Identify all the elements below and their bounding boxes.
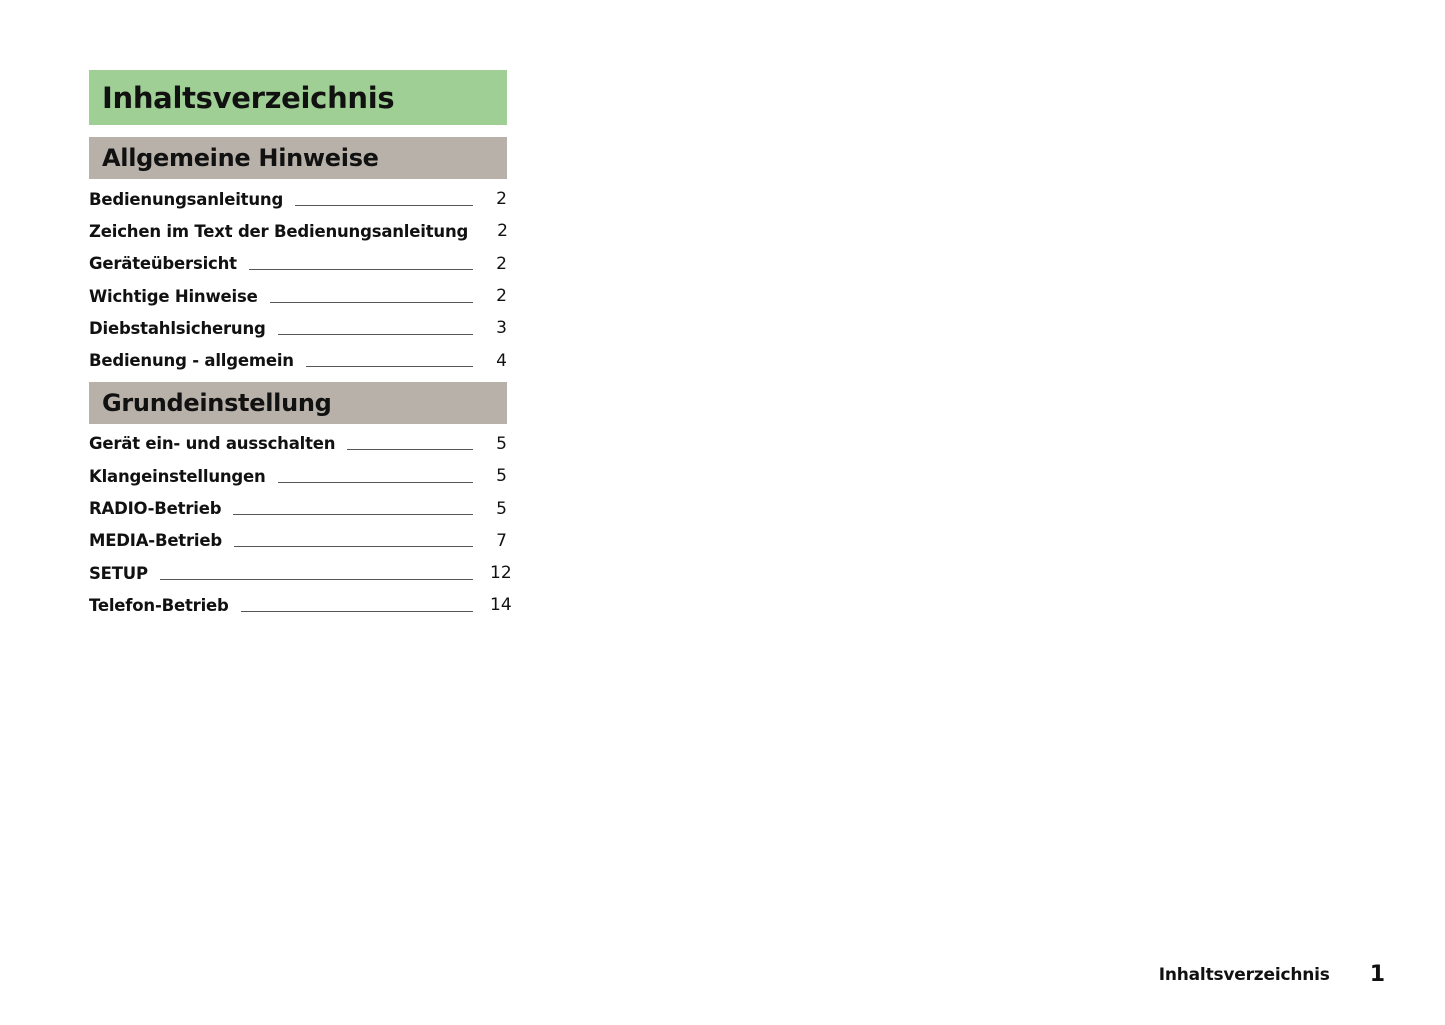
toc-entry-leader-line <box>249 269 473 270</box>
toc-entry-page: 2 <box>496 189 507 210</box>
toc-entry-leader-line <box>295 205 473 206</box>
toc-entry-label: Bedienungsanleitung <box>89 189 284 209</box>
toc-entry-page: 5 <box>496 498 507 519</box>
toc-title: Inhaltsverzeichnis <box>89 70 507 125</box>
toc-entry-label: Diebstahlsicherung <box>89 318 266 338</box>
footer-title: Inhaltsverzeichnis <box>1158 964 1330 985</box>
toc-entry[interactable] <box>89 312 507 344</box>
toc-entry-label: Geräteübersicht <box>89 254 237 274</box>
toc-entry[interactable] <box>89 525 507 557</box>
section-entries-grundeinstellung <box>89 428 512 622</box>
toc-entry-leader-line <box>270 302 473 303</box>
toc-entry-label: SETUP <box>89 563 148 583</box>
toc-entry-label: Telefon-Betrieb <box>89 595 229 615</box>
toc-entry[interactable] <box>89 460 507 492</box>
toc-entry[interactable] <box>89 589 512 621</box>
section-entries-allgemeine-hinweise <box>89 183 507 377</box>
toc-entry[interactable] <box>89 557 512 589</box>
toc-entry-leader-line <box>234 546 473 547</box>
toc-entry[interactable] <box>89 280 507 312</box>
toc-entry-leader-line <box>233 514 473 515</box>
toc-entry[interactable] <box>89 428 507 460</box>
toc-entry-label: Bedienung - allgemein <box>89 351 294 371</box>
toc-entry-page: 3 <box>496 318 507 339</box>
toc-entry-page: 2 <box>496 253 507 274</box>
toc-entry[interactable] <box>89 492 507 524</box>
toc-entry-label: Zeichen im Text der Bedienungsanleitung <box>89 221 469 241</box>
toc-entry-page: 2 <box>497 221 508 242</box>
toc-entry-page: 2 <box>496 286 507 307</box>
toc-entry-label: Gerät ein- und ausschalten <box>89 434 336 454</box>
toc-entry[interactable] <box>89 215 507 247</box>
toc-entry-page: 4 <box>496 350 507 371</box>
toc-entry[interactable] <box>89 183 507 215</box>
toc-entry-leader-line <box>347 449 473 450</box>
toc-entry-page: 12 <box>490 563 512 584</box>
toc-entry-page: 5 <box>496 433 507 454</box>
toc-entry-leader-line <box>306 366 473 367</box>
toc-entry-page: 7 <box>496 530 507 551</box>
toc-entry-label: MEDIA-Betrieb <box>89 531 222 551</box>
toc-entry-leader-line <box>160 579 473 580</box>
section-heading-grundeinstellung: Grundeinstellung <box>89 382 507 424</box>
table-of-contents <box>89 70 512 622</box>
toc-entry-page: 5 <box>496 466 507 487</box>
page-footer <box>1159 962 1385 987</box>
toc-entry-label: Wichtige Hinweise <box>89 286 258 306</box>
toc-entry-leader-line <box>278 482 473 483</box>
footer-page-number: 1 <box>1369 962 1385 987</box>
toc-entry-leader-line <box>278 334 473 335</box>
toc-entry-leader-line <box>241 611 473 612</box>
toc-entry-page: 14 <box>490 595 512 616</box>
toc-entry-label: Klangeinstellungen <box>89 466 266 486</box>
section-heading-allgemeine-hinweise: Allgemeine Hinweise <box>89 137 507 179</box>
toc-entry[interactable] <box>89 344 507 376</box>
toc-entry-label: RADIO-Betrieb <box>89 499 222 519</box>
toc-entry[interactable] <box>89 248 507 280</box>
